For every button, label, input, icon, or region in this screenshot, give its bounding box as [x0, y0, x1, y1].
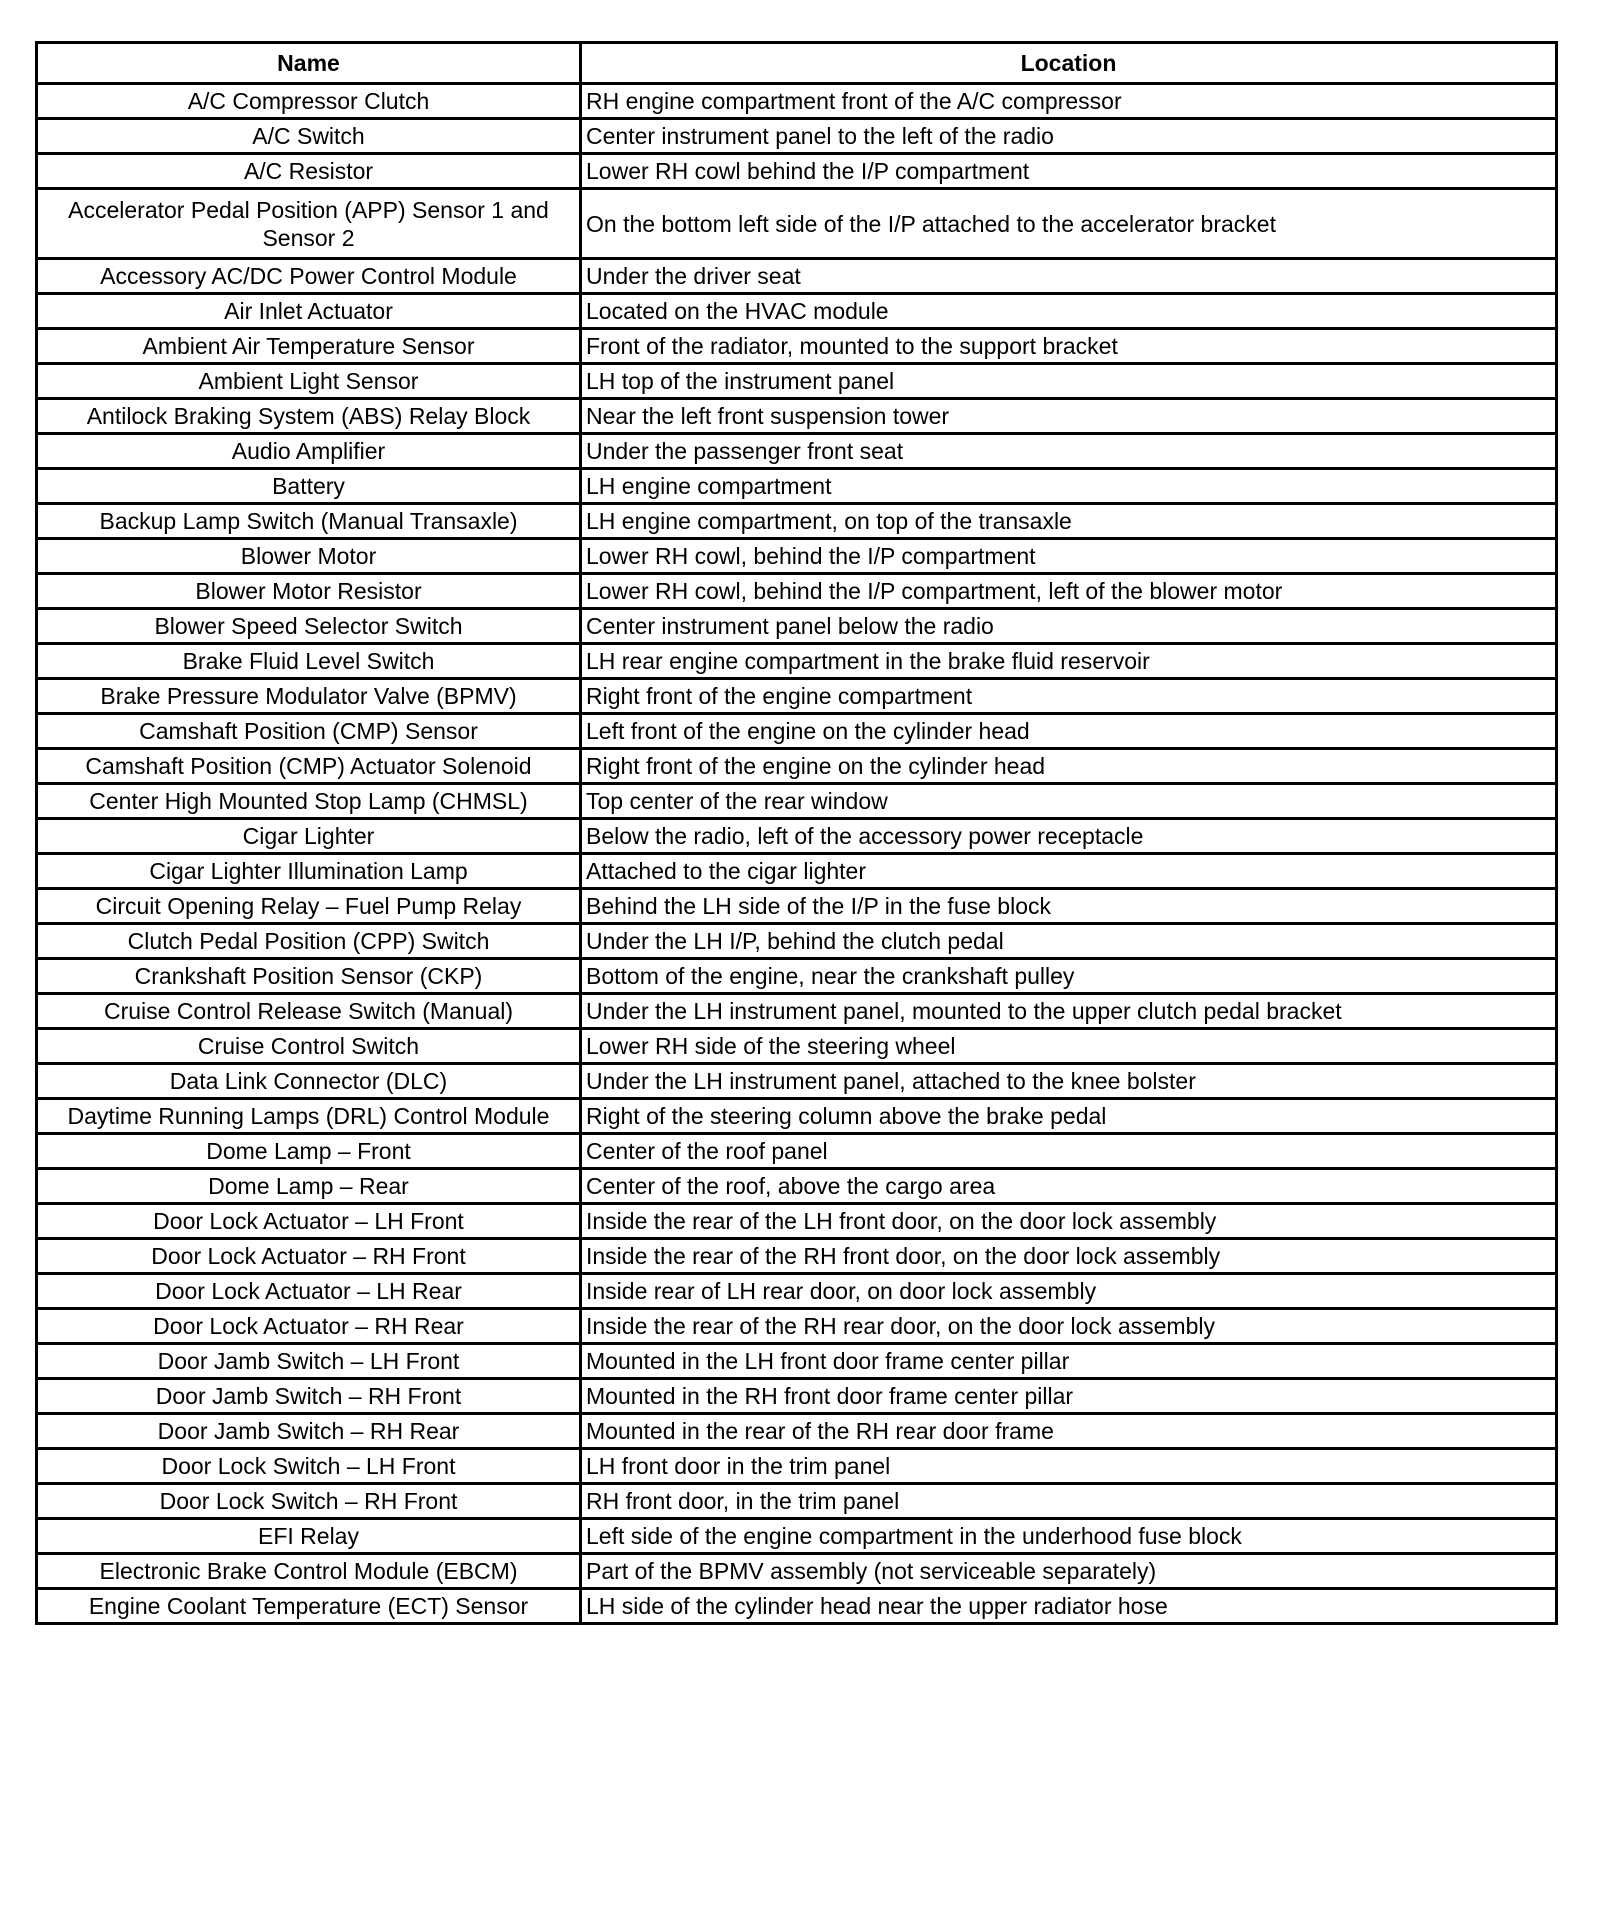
component-location: Mounted in the rear of the RH rear door frame	[581, 1414, 1557, 1449]
component-location: Mounted in the LH front door frame center pillar	[581, 1344, 1557, 1379]
table-row	[37, 1239, 1557, 1274]
component-name: A/C Resistor	[37, 154, 581, 189]
table-row	[37, 1484, 1557, 1519]
table-row	[37, 504, 1557, 539]
document-page	[35, 41, 1555, 1625]
component-location: Right front of the engine on the cylinder head	[581, 749, 1557, 784]
table-row	[37, 1134, 1557, 1169]
component-location: Inside the rear of the LH front door, on the door lock assembly	[581, 1204, 1557, 1239]
component-location: LH top of the instrument panel	[581, 364, 1557, 399]
header-location: Location	[581, 43, 1557, 84]
table-row	[37, 1099, 1557, 1134]
component-location: Mounted in the RH front door frame center pillar	[581, 1379, 1557, 1414]
component-name: Door Lock Actuator – RH Rear	[37, 1309, 581, 1344]
component-location: Attached to the cigar lighter	[581, 854, 1557, 889]
component-location: RH front door, in the trim panel	[581, 1484, 1557, 1519]
component-name: Clutch Pedal Position (CPP) Switch	[37, 924, 581, 959]
table-row	[37, 1589, 1557, 1624]
component-name: Door Jamb Switch – RH Rear	[37, 1414, 581, 1449]
component-location: Lower RH cowl behind the I/P compartment	[581, 154, 1557, 189]
component-location: Below the radio, left of the accessory power receptacle	[581, 819, 1557, 854]
table-row	[37, 959, 1557, 994]
table-row	[37, 749, 1557, 784]
component-location: Center of the roof, above the cargo area	[581, 1169, 1557, 1204]
table-row	[37, 294, 1557, 329]
component-location: Inside the rear of the RH front door, on the door lock assembly	[581, 1239, 1557, 1274]
component-location: Top center of the rear window	[581, 784, 1557, 819]
table-row	[37, 819, 1557, 854]
component-name: Accessory AC/DC Power Control Module	[37, 259, 581, 294]
component-name: Door Lock Actuator – RH Front	[37, 1239, 581, 1274]
component-name: Dome Lamp – Rear	[37, 1169, 581, 1204]
table-row	[37, 1554, 1557, 1589]
table-row	[37, 1204, 1557, 1239]
component-name: Data Link Connector (DLC)	[37, 1064, 581, 1099]
component-name: Center High Mounted Stop Lamp (CHMSL)	[37, 784, 581, 819]
component-name: Door Lock Actuator – LH Rear	[37, 1274, 581, 1309]
component-name: A/C Switch	[37, 119, 581, 154]
component-location: Part of the BPMV assembly (not serviceable separately)	[581, 1554, 1557, 1589]
table-row	[37, 609, 1557, 644]
table-row	[37, 539, 1557, 574]
component-name: Blower Speed Selector Switch	[37, 609, 581, 644]
component-location: Under the LH instrument panel, attached to the knee bolster	[581, 1064, 1557, 1099]
table-row	[37, 364, 1557, 399]
table-row	[37, 644, 1557, 679]
component-location: LH front door in the trim panel	[581, 1449, 1557, 1484]
component-name: Blower Motor Resistor	[37, 574, 581, 609]
component-location: Right front of the engine compartment	[581, 679, 1557, 714]
component-name: Crankshaft Position Sensor (CKP)	[37, 959, 581, 994]
component-name: Door Lock Actuator – LH Front	[37, 1204, 581, 1239]
component-name: Audio Amplifier	[37, 434, 581, 469]
table-row	[37, 574, 1557, 609]
table-row	[37, 679, 1557, 714]
component-name: Engine Coolant Temperature (ECT) Sensor	[37, 1589, 581, 1624]
table-row	[37, 1344, 1557, 1379]
component-location: Lower RH cowl, behind the I/P compartment, left of the blower motor	[581, 574, 1557, 609]
component-name: Daytime Running Lamps (DRL) Control Module	[37, 1099, 581, 1134]
component-name: Door Jamb Switch – LH Front	[37, 1344, 581, 1379]
component-name: Dome Lamp – Front	[37, 1134, 581, 1169]
component-name: Circuit Opening Relay – Fuel Pump Relay	[37, 889, 581, 924]
table-row	[37, 1414, 1557, 1449]
component-name: Door Jamb Switch – RH Front	[37, 1379, 581, 1414]
component-name: Cigar Lighter	[37, 819, 581, 854]
table-row	[37, 434, 1557, 469]
component-location: Inside the rear of the RH rear door, on the door lock assembly	[581, 1309, 1557, 1344]
component-location: Under the LH instrument panel, mounted to the upper clutch pedal bracket	[581, 994, 1557, 1029]
component-location: Center instrument panel below the radio	[581, 609, 1557, 644]
table-row	[37, 1274, 1557, 1309]
component-location: LH side of the cylinder head near the upper radiator hose	[581, 1589, 1557, 1624]
component-name: Accelerator Pedal Position (APP) Sensor 1 and Sensor 2	[37, 189, 581, 259]
component-name: Air Inlet Actuator	[37, 294, 581, 329]
component-location: Lower RH cowl, behind the I/P compartment	[581, 539, 1557, 574]
component-location: Left front of the engine on the cylinder head	[581, 714, 1557, 749]
component-location: Near the left front suspension tower	[581, 399, 1557, 434]
component-name: A/C Compressor Clutch	[37, 84, 581, 119]
component-location: Lower RH side of the steering wheel	[581, 1029, 1557, 1064]
component-name: Cruise Control Release Switch (Manual)	[37, 994, 581, 1029]
header-name: Name	[37, 43, 581, 84]
table-row	[37, 714, 1557, 749]
table-row	[37, 994, 1557, 1029]
table-row	[37, 1379, 1557, 1414]
component-name: Cruise Control Switch	[37, 1029, 581, 1064]
component-location: Under the LH I/P, behind the clutch pedal	[581, 924, 1557, 959]
table-row	[37, 84, 1557, 119]
table-row	[37, 1309, 1557, 1344]
table-row	[37, 399, 1557, 434]
component-location: Center instrument panel to the left of the radio	[581, 119, 1557, 154]
component-location: Behind the LH side of the I/P in the fuse block	[581, 889, 1557, 924]
component-location: Front of the radiator, mounted to the support bracket	[581, 329, 1557, 364]
table-row	[37, 1029, 1557, 1064]
component-name: Ambient Light Sensor	[37, 364, 581, 399]
table-row	[37, 889, 1557, 924]
table-body	[37, 84, 1557, 1624]
table-row	[37, 924, 1557, 959]
component-location: LH engine compartment	[581, 469, 1557, 504]
table-row	[37, 1519, 1557, 1554]
component-location: On the bottom left side of the I/P attached to the accelerator bracket	[581, 189, 1557, 259]
component-name: Door Lock Switch – RH Front	[37, 1484, 581, 1519]
table-row	[37, 1064, 1557, 1099]
component-location: Under the driver seat	[581, 259, 1557, 294]
table-row	[37, 854, 1557, 889]
component-location: LH engine compartment, on top of the transaxle	[581, 504, 1557, 539]
table-row	[37, 1169, 1557, 1204]
component-location: Center of the roof panel	[581, 1134, 1557, 1169]
component-name: Brake Fluid Level Switch	[37, 644, 581, 679]
component-name: Cigar Lighter Illumination Lamp	[37, 854, 581, 889]
table-row	[37, 154, 1557, 189]
component-location: Bottom of the engine, near the crankshaft pulley	[581, 959, 1557, 994]
component-name: Camshaft Position (CMP) Actuator Solenoid	[37, 749, 581, 784]
component-name: EFI Relay	[37, 1519, 581, 1554]
table-row	[37, 119, 1557, 154]
component-name: Brake Pressure Modulator Valve (BPMV)	[37, 679, 581, 714]
component-name: Camshaft Position (CMP) Sensor	[37, 714, 581, 749]
component-name: Ambient Air Temperature Sensor	[37, 329, 581, 364]
table-row	[37, 1449, 1557, 1484]
component-location: RH engine compartment front of the A/C compressor	[581, 84, 1557, 119]
component-name: Door Lock Switch – LH Front	[37, 1449, 581, 1484]
component-name: Electronic Brake Control Module (EBCM)	[37, 1554, 581, 1589]
component-location: Under the passenger front seat	[581, 434, 1557, 469]
component-name: Blower Motor	[37, 539, 581, 574]
header-row	[37, 43, 1557, 84]
table-row	[37, 784, 1557, 819]
component-location: Right of the steering column above the brake pedal	[581, 1099, 1557, 1134]
component-name: Battery	[37, 469, 581, 504]
component-location: Inside rear of LH rear door, on door lock assembly	[581, 1274, 1557, 1309]
table-row	[37, 469, 1557, 504]
component-name: Backup Lamp Switch (Manual Transaxle)	[37, 504, 581, 539]
component-location: Left side of the engine compartment in the underhood fuse block	[581, 1519, 1557, 1554]
table-row	[37, 259, 1557, 294]
component-location: Located on the HVAC module	[581, 294, 1557, 329]
component-name: Antilock Braking System (ABS) Relay Block	[37, 399, 581, 434]
table-row	[37, 189, 1557, 259]
component-location: LH rear engine compartment in the brake fluid reservoir	[581, 644, 1557, 679]
table-row	[37, 329, 1557, 364]
component-location-table	[35, 41, 1558, 1625]
